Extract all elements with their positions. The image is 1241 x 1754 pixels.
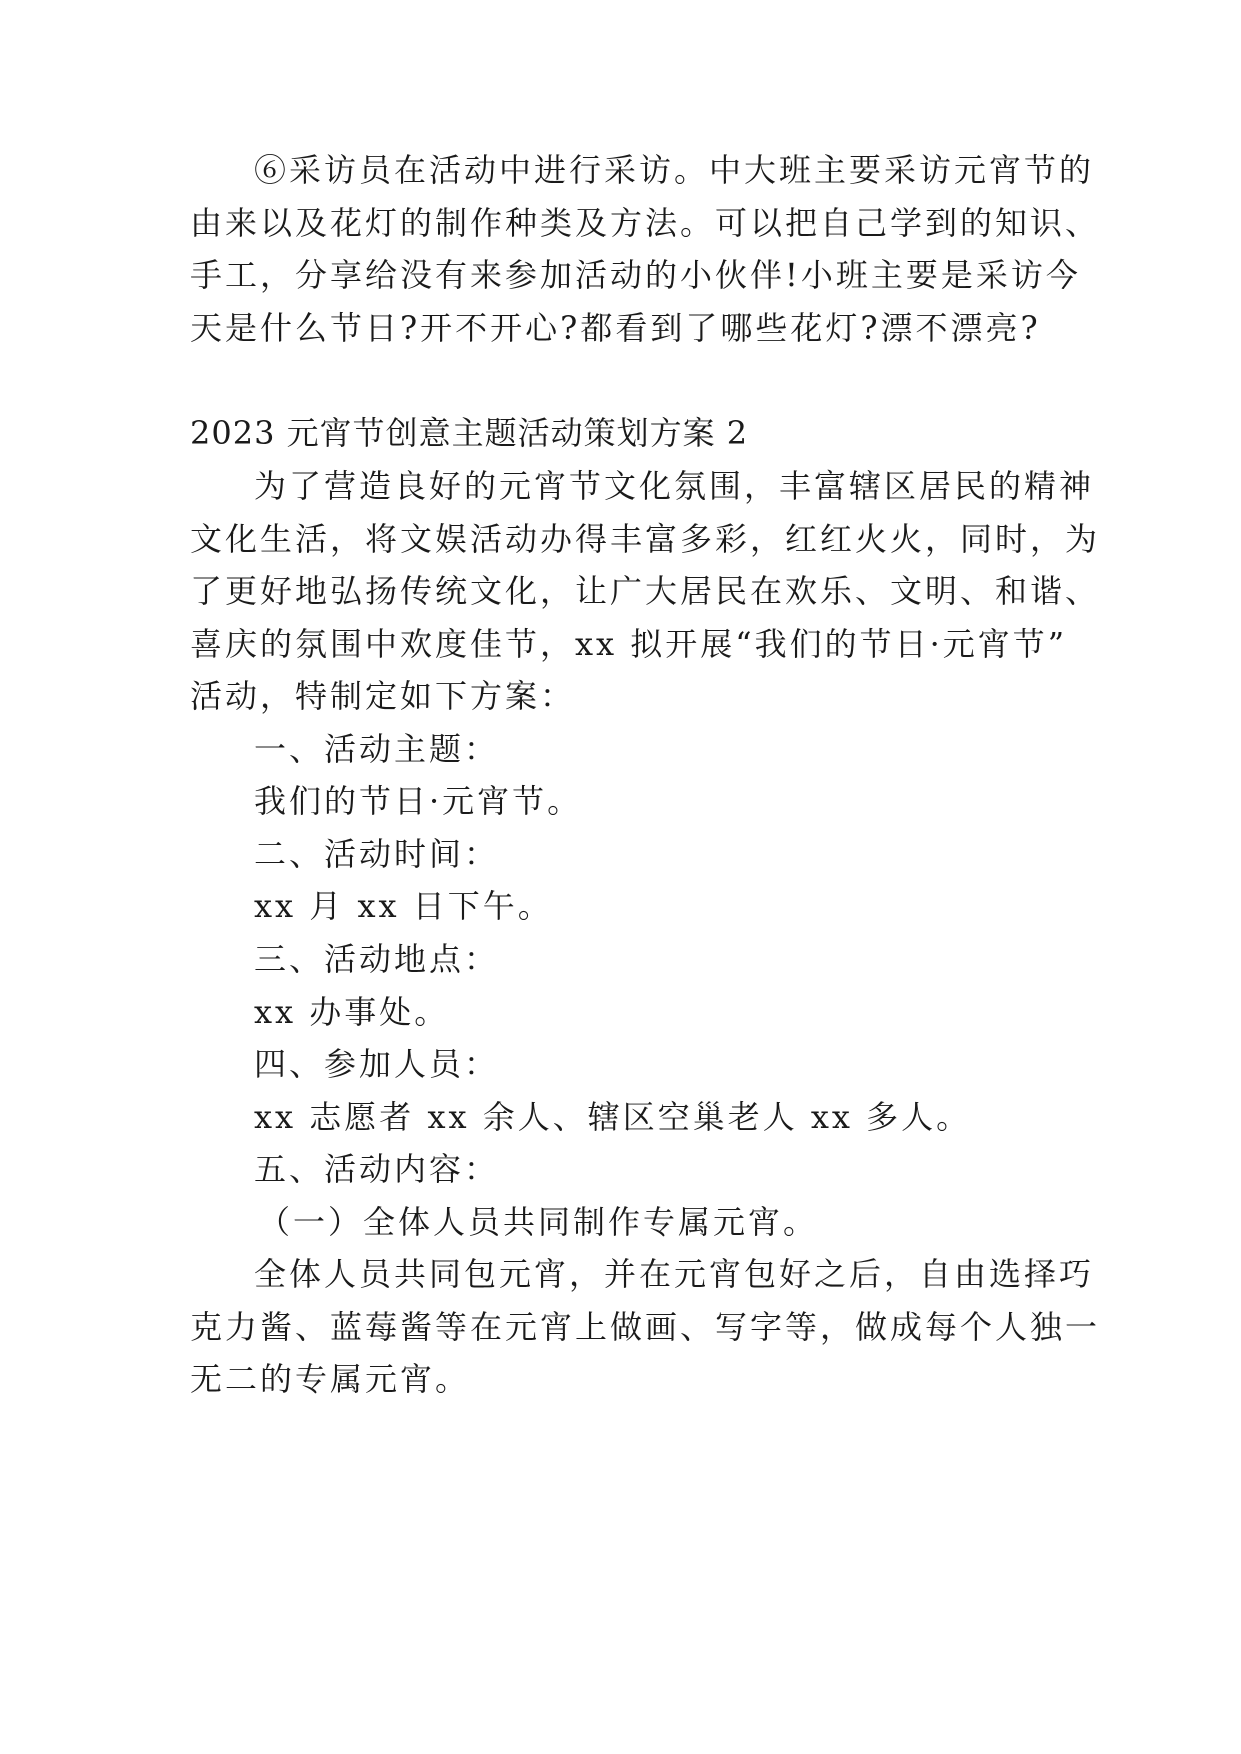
intro-line-3: 手工，分享给没有来参加活动的小伙伴!小班主要是采访今 <box>190 256 1081 294</box>
opening-line-5: 活动，特制定如下方案： <box>190 677 576 715</box>
content-line-2: 克力酱、蓝莓酱等在元宵上做画、写字等，做成每个人独一 <box>190 1308 1101 1346</box>
theme-heading: 一、活动主题： <box>254 730 500 768</box>
opening-line-1: 为了营造良好的元宵节文化氛围，丰富辖区居民的精神 <box>254 467 1095 505</box>
theme-value: 我们的节日·元宵节。 <box>254 782 583 820</box>
people-value: xx 志愿者 xx 余人、辖区空巢老人 xx 多人。 <box>254 1098 972 1136</box>
time-value: xx 月 xx 日下午。 <box>254 887 553 925</box>
intro-line-2: 由来以及花灯的制作种类及方法。可以把自己学到的知识、 <box>190 204 1101 242</box>
intro-line-4: 天是什么节日?开不开心?都看到了哪些花灯?漂不漂亮? <box>190 309 1041 347</box>
place-value: xx 办事处。 <box>254 993 450 1031</box>
content-line-1: 全体人员共同包元宵，并在元宵包好之后，自由选择巧 <box>254 1255 1095 1293</box>
intro-line-1: ⑥采访员在活动中进行采访。中大班主要采访元宵节的 <box>254 151 1095 189</box>
content-heading: 五、活动内容： <box>254 1150 500 1188</box>
opening-line-4: 喜庆的氛围中欢度佳节，xx 拟开展“我们的节日·元宵节” <box>190 625 1068 663</box>
content-subheading-1: （一）全体人员共同制作专属元宵。 <box>258 1203 819 1241</box>
content-line-3: 无二的专属元宵。 <box>190 1360 471 1398</box>
place-heading: 三、活动地点： <box>254 940 500 978</box>
section-title: 2023 元宵节创意主题活动策划方案 2 <box>190 414 749 452</box>
time-heading: 二、活动时间： <box>254 835 500 873</box>
opening-line-3: 了更好地弘扬传统文化，让广大居民在欢乐、文明、和谐、 <box>190 572 1101 610</box>
people-heading: 四、参加人员： <box>254 1045 500 1083</box>
opening-line-2: 文化生活，将文娱活动办得丰富多彩，红红火火，同时，为 <box>190 520 1101 558</box>
